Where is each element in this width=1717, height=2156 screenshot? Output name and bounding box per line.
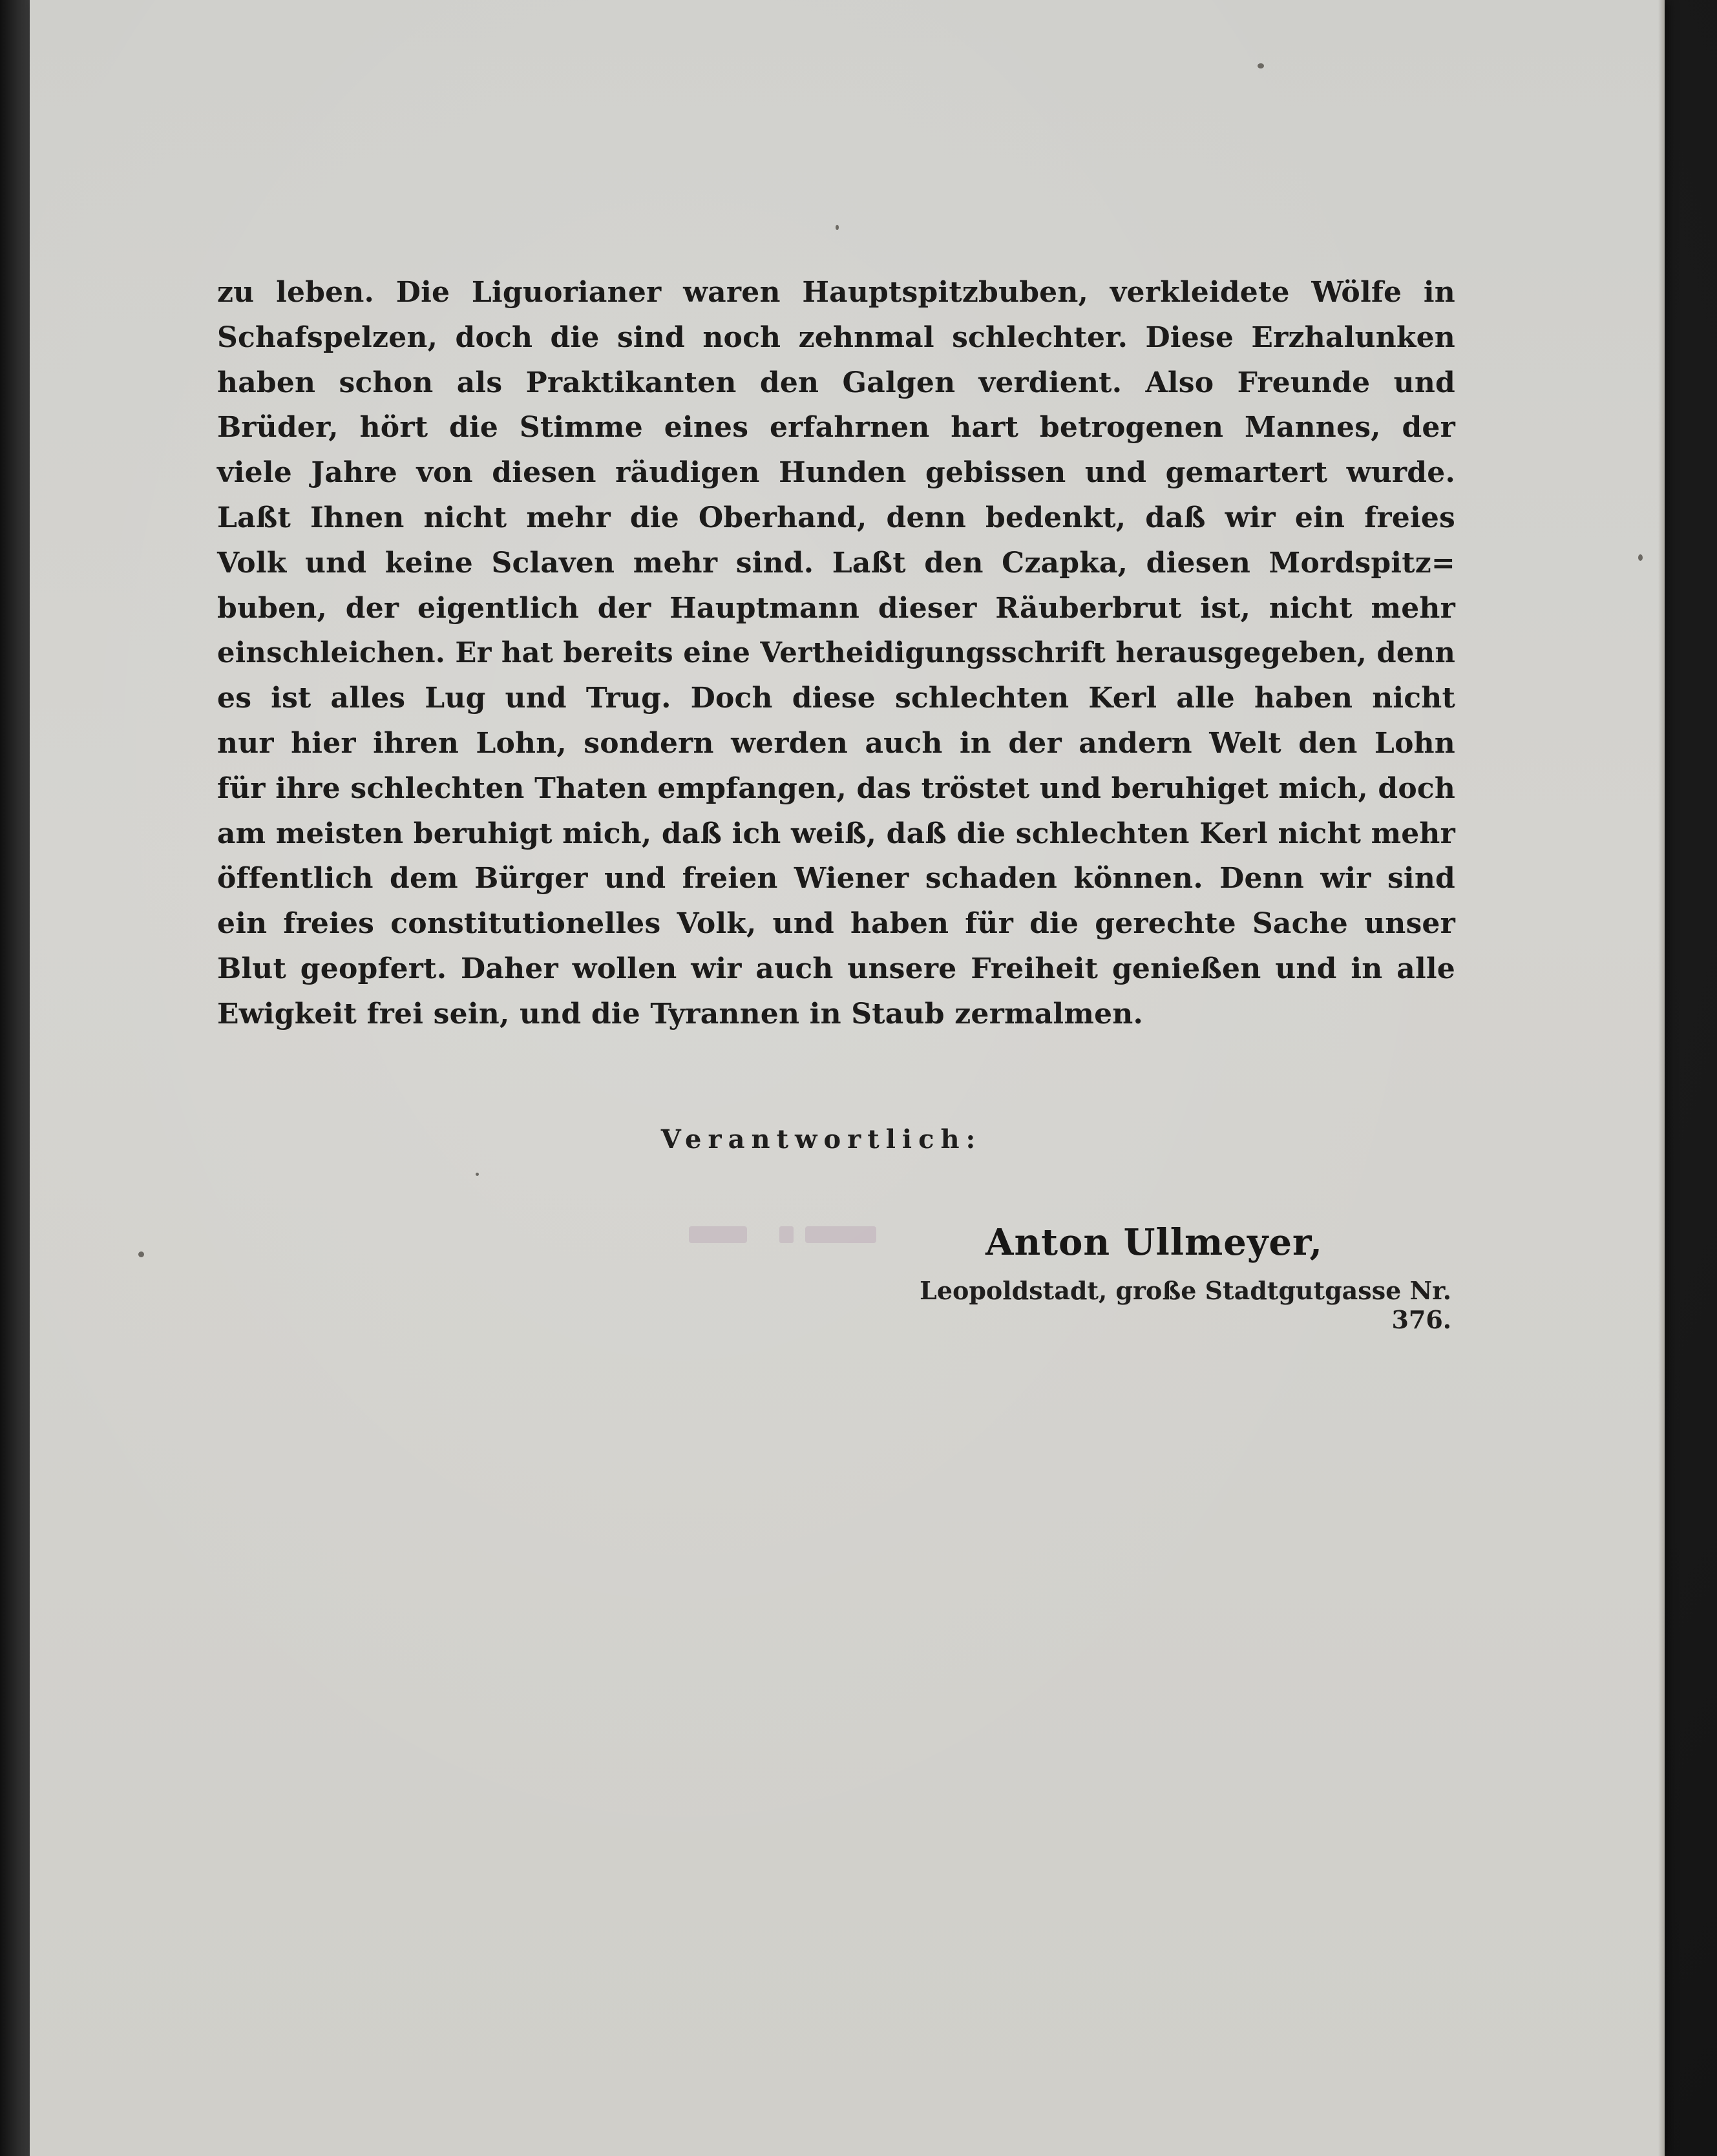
body-paragraph — [217, 270, 1455, 1037]
text-line: einschleichen. Er hat bereits eine Vertheidigungsschrift herausgegeben, denn — [217, 636, 1456, 670]
text-line: Laßt Ihnen nicht mehr die Oberhand, denn bedenkt, daß wir ein freies — [217, 501, 1455, 534]
faded-stamp-mark — [682, 1216, 889, 1255]
paper-speck — [836, 225, 839, 230]
paper-speck — [1638, 554, 1643, 561]
text-line: viele Jahre von diesen räudigen Hunden gebissen und gemartert wurde. — [217, 456, 1455, 490]
text-line: für ihre schlechten Thaten empfangen, das tröstet und beruhiget mich, doch — [217, 771, 1456, 805]
text-line: Volk und keine Sclaven mehr sind. Laßt den Czapka, diesen Mordspitz= — [217, 546, 1455, 580]
left-binding-edge — [0, 0, 30, 2156]
paper-speck — [476, 1173, 479, 1176]
text-line: Ewigkeit frei sein, und die Tyrannen in Staub zermalmen. — [217, 997, 1143, 1031]
paper-speck — [138, 1251, 144, 1257]
signature-address: Leopoldstadt, große Stadtgutgasse Nr. 376. — [920, 1276, 1451, 1334]
responsible-label: Verantwortlich: — [660, 1124, 982, 1155]
text-line: am meisten beruhigt mich, daß ich weiß, daß die schlechten Kerl nicht mehr — [217, 817, 1455, 850]
text-line: ein freies constitutionelles Volk, und haben für die gerechte Sache unser — [217, 907, 1455, 941]
text-line: haben schon als Praktikanten den Galgen verdient. Also Freunde und — [217, 366, 1455, 399]
text-line: es ist alles Lug und Trug. Doch diese schlechten Kerl alle haben nicht — [217, 682, 1455, 715]
signature-name: Anton Ullmeyer, — [985, 1221, 1323, 1264]
text-line: nur hier ihren Lohn, sondern werden auch in der andern Welt den Lohn — [217, 726, 1455, 760]
text-line: buben, der eigentlich der Hauptmann dieser Räuberbrut ist, nicht mehr — [217, 591, 1455, 625]
text-line: Blut geopfert. Daher wollen wir auch unsere Freiheit genießen und in alle — [217, 952, 1455, 985]
paper-sheet — [30, 0, 1665, 2156]
text-line: Schafspelzen, doch die sind noch zehnmal schlechter. Diese Erzhalunken — [217, 320, 1455, 354]
text-line: öffentlich dem Bürger und freien Wiener schaden können. Denn wir sind — [217, 862, 1455, 895]
paper-speck — [1258, 63, 1264, 68]
paper-right-edge — [1658, 0, 1665, 2156]
text-line: Brüder, hört die Stimme eines erfahrnen hart betrogenen Mannes, der — [217, 411, 1455, 445]
text-line: zu leben. Die Liguorianer waren Hauptspitzbuben, verkleidete Wölfe in — [217, 276, 1455, 309]
